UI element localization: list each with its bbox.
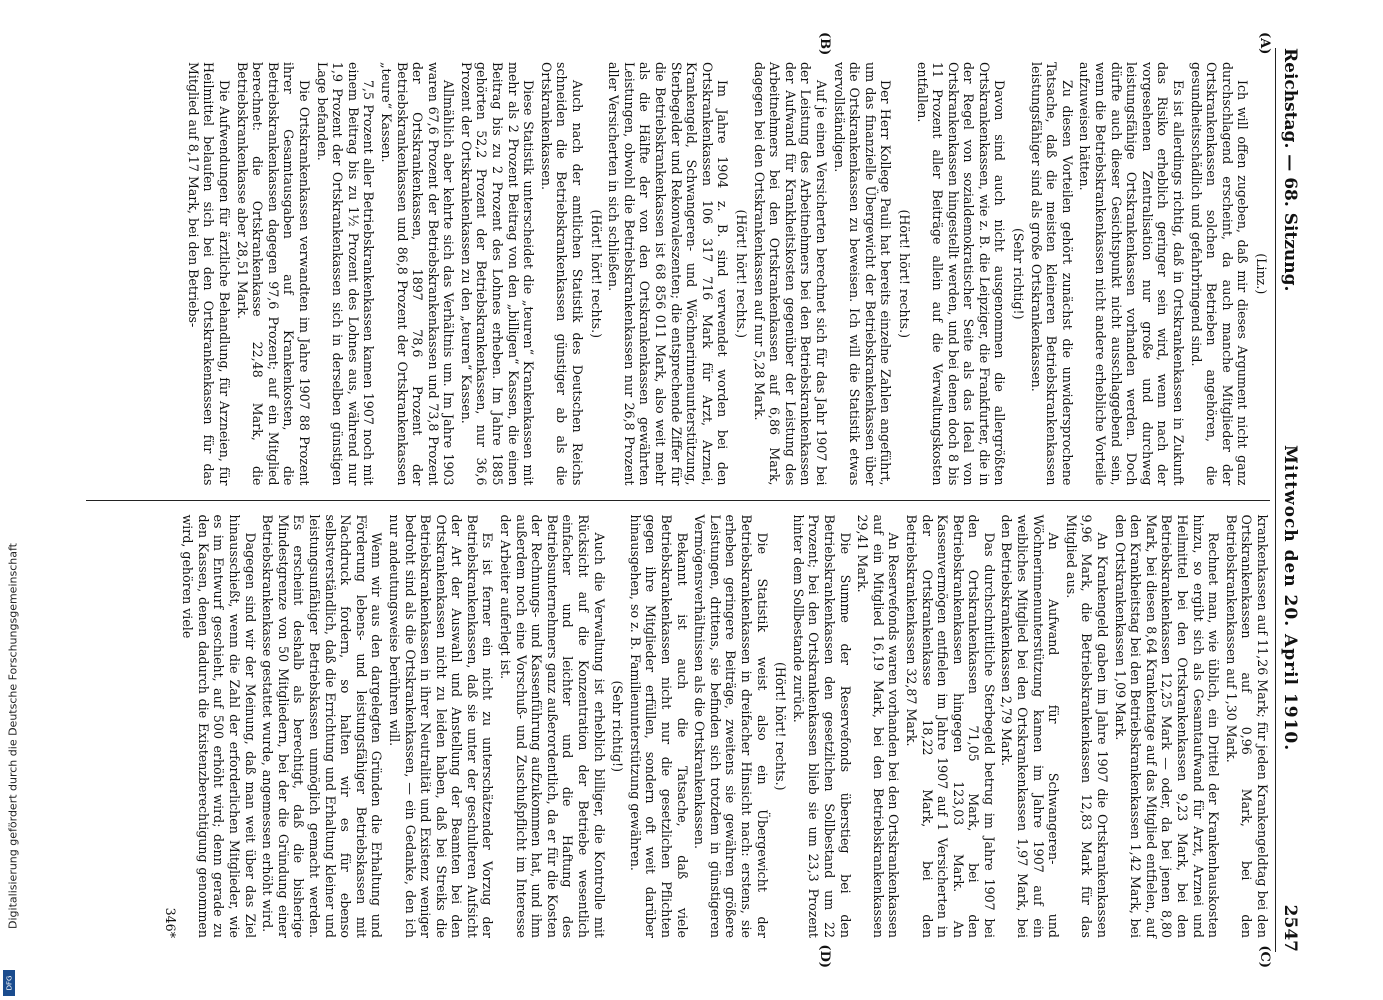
digitization-text: Digitalisierung gefördert durch die Deutsche Forschungsgemeinschaft — [6, 543, 20, 929]
paragraph: Ich will offen zugeben, daß mir dieses Argument nicht ganz durchschlagend erscheint, da auch manche Mitglieder der Ortskrankenkassen solchen Betrieben angehören, die gesundheitsschädlich und gefahrbringend sind. — [1188, 62, 1250, 486]
dfg-logo — [3, 970, 15, 996]
column-left — [86, 48, 1270, 500]
paragraph: An Krankengeld gaben im Jahre 1907 die Ortskrankenkassen 9,96 Mark, die Betriebskrankenkassen 12,83 Mark für das Mitglied aus. — [1063, 514, 1110, 938]
paragraph: Zu diesen Vorteilen gehört zunächst die unwidersprochene Tatsache, daß die meisten kleineren Betriebskrankenkassen leistungsfähiger sind als große Ortskrankenkassen. — [1028, 62, 1075, 486]
paragraph: Es ist ferner ein nicht zu unterschätzender Vorzug der Betriebskrankenkassen, daß sie unter der geschulteren Aufsicht der Art der Auswahl und Anstellung der Beamten bei den Ortskrankenkassen nicht zu leiden haben, daß bei Streiks die Betriebskrankenkassen in ihrer Neutralität und Existenz weniger bedroht sind als die Ortskrankenkassen, — ein Gedanke, den ich nur andeutungsweise berühren will. — [386, 514, 495, 938]
interjection: (Hört! hört! rechts.) — [772, 661, 788, 791]
sigla-d: (D) — [816, 944, 832, 968]
paragraph: Die Summe der Reservefonds überstieg bei den Betriebskrankenkassen den gesetzlichen Sollbestand um 22 Prozent; bei den Ortskrankenkassen blieb sie um 23,3 Prozent hinter dem Sollbestande zurück. — [790, 514, 853, 938]
header-date: Mittwoch den 20. April 1910. — [1279, 444, 1300, 752]
paragraph: Der Herr Kollege Pauli hat bereits einzelne Zahlen angeführt, um das finanzielle Übergewicht der Betriebskrankenkassen über die Ortskrankenkassen zu beweisen. Ich will die Statistik etwas vervollständigen. — [831, 62, 893, 486]
paragraph: Rechnet man, wie üblich, ein Drittel der Krankenhauskosten hinzu, so ergibt sich als Gesamtaufwand für Arzt, Arznei und Heilmittel bei den Ortskrankenkassen 9,23 Mark, bei den Betriebskrankenkassen 12,25 Mark — oder, da bei jenen 8,80 Mark, bei diesen 8,64 Krankentage auf das Mitglied entfielen, auf den Krankheitstag bei den Betriebskrankenkassen 1,42 Mark, bei den Ortskrankenkassen 1,09 Mark. — [1112, 514, 1221, 938]
paragraph: Im Jahre 1904 z. B. sind verwendet worden bei den Ortskrankenkassen 106 317 716 Mark für Arzt, Arznei, Krankengeld, Schwangeren- und Wöchnerinnenunterstützung, Sterbegelder und Rekonvaleszenten; die entsprechende Ziffer für die Betriebskrankenkassen ist 68 856 011 Mark, also weit mehr als die Hälfte der von den Ortskrankenkassen gewährten Leistungen, obwohl die Betriebskrankenkassen nur 26,8 Prozent aller Versicherten in sich schließen. — [605, 62, 730, 486]
paragraph: Dagegen sind wir der Meinung, daß man weit über das Ziel hinausschießt, wenn die Zahl der erforderlichen Mitglieder, wie es im Entwurf geschieht, auf 500 erhöht wird; denn gerade zu den Kassen, denen dadurch die Existenzberechtigung genommen wird, gehören viele — [179, 514, 258, 938]
sigla-a: (A) — [1256, 32, 1272, 55]
paragraph: Das durchschnittliche Sterbegeld betrug im Jahre 1907 bei den Ortskrankenkassen 71,05 Mark, bei den Betriebskrankenkassen hingegen 123,03 Mark. An Kassenvermögen entfielen im Jahre 1907 auf 1 Versicherten in der Ortskrankenkasse 18,22 Mark, bei den Betriebskrankenkassen 32,87 Mark. — [903, 514, 997, 938]
paragraph: Auch nach der amtlichen Statistik des Deutschen Reichs schneiden die Betriebskrankenkassen günstiger ab als die Ortskrankenkassen. — [538, 62, 585, 486]
header-left: Reichstag. — 68. Sitzung. — [1279, 48, 1300, 292]
page-header — [1275, 48, 1304, 952]
paragraph: 7,5 Prozent aller Betriebskrankenkassen kamen 1907 noch mit einem Beitrag bis zu 1½ Prozent des Lohnes aus, während nur 1,9 Prozent der Ortskrankenkassen sich in derselben günstigen Lage befanden. — [314, 62, 376, 486]
paragraph: Diese Statistik unterscheidet die „teuren“ Krankenkassen mit mehr als 2 Prozent Beitrag von den „billigen“ Kassen, die einen Beitrag bis zu 2 Prozent des Lohnes erheben. Im Jahre 1885 gehörten 52,2 Prozent der Betriebskrankenkassen, nur 36,6 Prozent der Ortskrankenkassen zu den „teuren“ Kassen. — [458, 62, 536, 486]
paragraph: An Aufwand für Schwangeren- und Wöchnerinnenunterstützung kamen im Jahre 1907 auf ein weibliches Mitglied bei den Ortskrankenkassen 1,97 Mark, bei den Betriebskrankenkassen 2,79 Mark. — [999, 514, 1061, 938]
paragraph: Die Ortskrankenkassen verwandten im Jahre 1907 88 Prozent ihrer Gesamtausgaben auf Krankenkosten, die Betriebskrankenkassen dagegen 97,6 Prozent; auf ein Mitglied berechnet: die Ortskrankenkasse 22,48 Mark, die Betriebskrankenkasse aber 28,51 Mark. — [234, 62, 312, 486]
interjection: (Sehr richtig!) — [609, 680, 625, 772]
paragraph: krankenkassen auf 11,26 Mark; für jeden Krankengeldtag bei den Ortskrankenkassen auf 0,96 Mark, bei den Betriebskrankenkassen auf 1,30 Mark. — [1223, 514, 1270, 938]
signature-mark: 346* — [162, 907, 178, 938]
interjection: (Hört! hört! rechts.) — [896, 209, 912, 339]
interjection: (Sehr richtig!) — [1010, 228, 1026, 320]
paragraph: Allmählich aber kehrte sich das Verhältnis um. Im Jahre 1903 waren 67,6 Prozent der Betriebskrankenkassen und 73,8 Prozent der Ortskrankenkassen, 1897 78,6 Prozent der Betriebskrankenkassen und 86,8 Prozent der Ortskrankenkassen „teure“ Kassen. — [378, 62, 456, 486]
dfg-logo-text: DFG — [5, 975, 13, 991]
paragraph: Auf je einen Versicherten berechnet sich für das Jahr 1907 bei der Leistung des Arbeitnehmers bei den Betriebskrankenkassen der Aufwand für Krankheitskosten gegenüber der Leistung des Arbeitnehmers bei den Ortskrankenkassen auf 6,86 Mark, dagegen bei den Ortskrankenkassen auf nur 5,28 Mark. — [751, 62, 829, 486]
digitization-note — [6, 476, 20, 996]
paragraph: Die Statistik weist also ein Übergewicht der Betriebskrankenkassen in dreifacher Hinsicht nach: erstens, sie erheben geringere Beiträge, zweitens sie gewähren größere Leistungen, drittens, sie befinden sich trotzdem in günstigeren Vermögensverhältnissen als die Ortskrankenkassen. — [691, 514, 770, 938]
paragraph: Davon sind auch nicht ausgenommen die allergrößten Ortskrankenkassen, wie z. B. die Leipziger, die Frankfurter, die in der Regel von sozialdemokratischer Seite als das Ideal von Ortskrankenkassen hingestellt werden, und bei denen doch 8 bis 11 Prozent aller Beiträge allein auf die Verwaltungskosten entfallen. — [914, 62, 1007, 486]
page-number: 2547 — [1279, 904, 1300, 952]
sigla-b: (B) — [816, 32, 832, 56]
paragraph: An Reservefonds waren vorhanden bei den Ortskrankenkassen auf ein Mitglied 16,19 Mark, bei den Betriebskrankenkassen 29,41 Mark. — [854, 514, 901, 938]
interjection: (Hört! hört! rechts.) — [588, 209, 604, 339]
paragraph: Wenn wir aus den dargelegten Gründen die Erhaltung und Förderung lebens- und leistungsfähiger Betriebskassen mit Nachdruck fordern, so halten wir es für ebenso selbstverständlich, daß die Errichtung und Erhaltung kleiner und leistungsunfähiger Betriebskassen unmöglich gemacht werden. Es erscheint deshalb als berechtigt, daß die bisherige Mindestgrenze von 50 Mitgliedern, bei der die Gründung einer Betriebskrankenkasse gestattet wurde, angemessen erhöht wird. — [259, 514, 384, 938]
document-page — [72, 30, 1312, 970]
paragraph: Auch die Verwaltung ist erheblich billiger, die Kontrolle mit Rücksicht auf die Konzentration der Betriebe wesentlich einfacher und leichter und die Haftung des Betriebsunternehmers ganz außerordentlich, da er für die Kosten der Rechnungs- und Kassenführung aufzukommen hat, und ihm außerdem noch eine Vorschuß- und Zuschußpflicht im Interesse der Arbeiter auferlegt ist. — [497, 514, 607, 938]
speaker-note: (Linz.) — [1253, 253, 1269, 295]
interjection: (Hört! hört! rechts.) — [733, 209, 749, 339]
paragraph: Bekannt ist auch die Tatsache, daß viele Betriebskrankenkassen nicht nur die gesetzlichen Pflichten gegen ihre Mitglieder erfüllen, sondern oft weit darüber hinausgehen, so z. B. Familienunterstützung gewähren. — [627, 514, 690, 938]
sigla-c: (C) — [1256, 945, 1272, 968]
text-columns — [86, 48, 1270, 952]
paragraph: Die Aufwendungen für ärztliche Behandlung, für Arzneien, für Heilmittel belaufen sich bei den Ortskrankenkassen für das Mitglied auf 8,17 Mark, bei den Betriebs- — [185, 62, 232, 486]
paragraph: Es ist allerdings richtig, daß in Ortskrankenkassen in Zukunft das Risiko erheblich geringer sein wird, wenn nach der vorgesehenen Zentralisation nur große und durchweg leistungsfähige Ortskrankenkassen vorhanden werden. Doch dürfte auch dieser Gesichtspunkt nicht ausschlaggebend sein, wenn die Betriebskrankenkassen nicht andere erhebliche Vorteile aufzuweisen hätten. — [1076, 62, 1186, 486]
column-right — [86, 501, 1270, 953]
